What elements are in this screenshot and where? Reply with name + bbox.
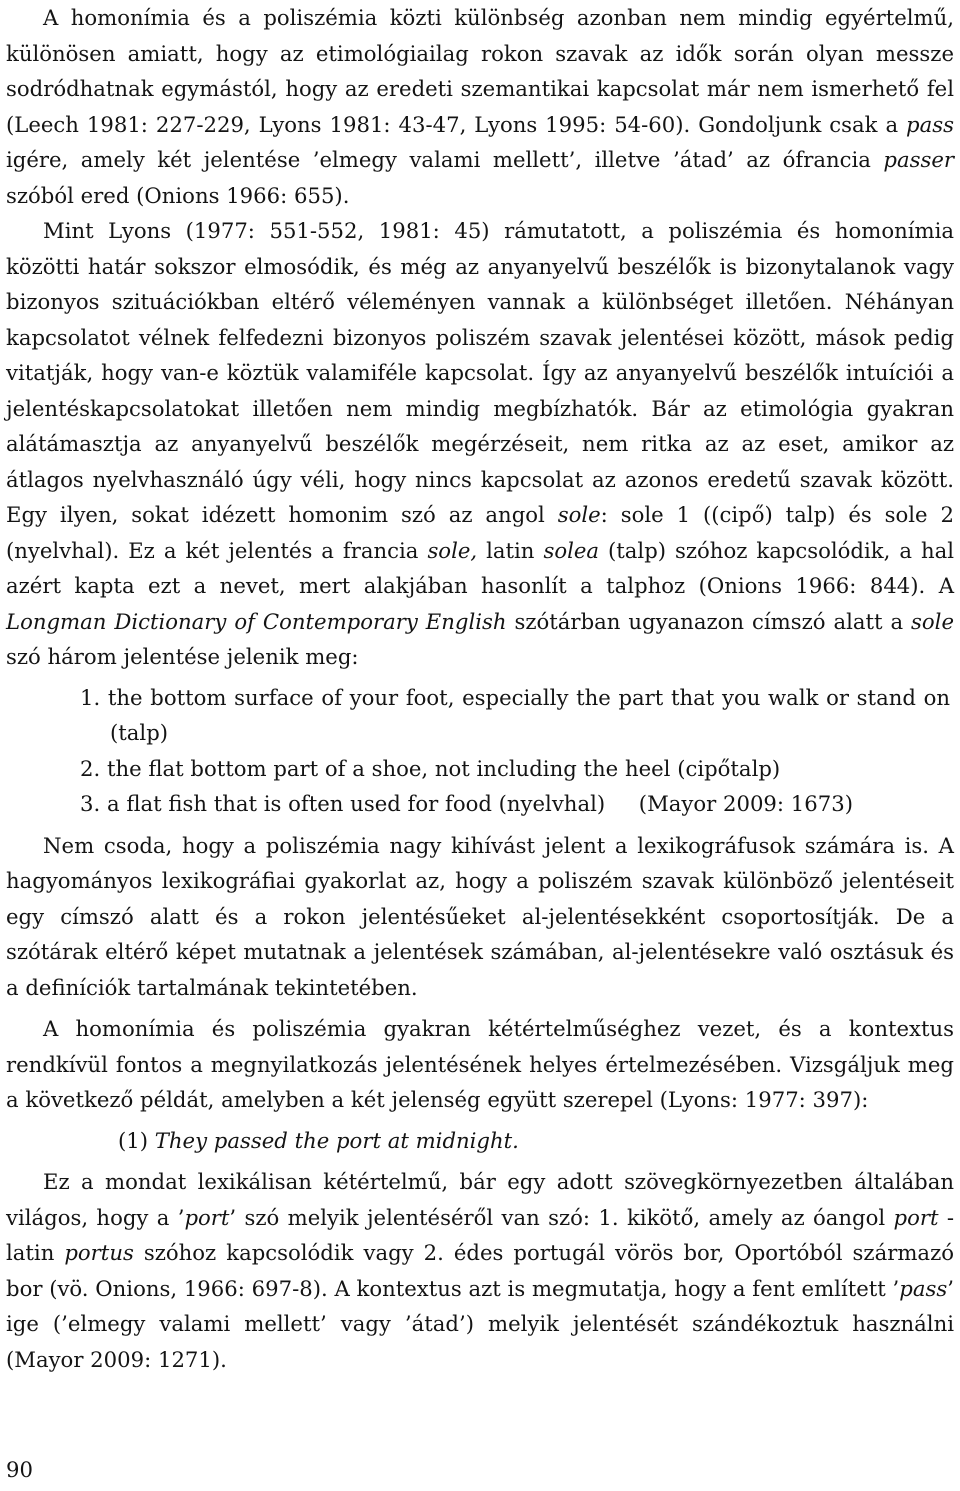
italic-term: portus: [64, 1240, 134, 1265]
definition-list: [6, 680, 954, 822]
italic-term: passer: [883, 147, 954, 172]
paragraph-homonymy-polysemy: A homonímia és a poliszémia közti különbség azonban nem mindig egyértelmű, különösen amiatt, hogy az etimológiailag rokon szavak az idők során olyan messze sodródhatnak egymástól, hogy az eredeti szemantikai kapcsolat már nem ismerhető fel (Leech 1981: 227-229, Lyons 1981: 43-47, Lyons 1995: 54-60). Gondoljunk csak a pass igére, amely két jelentése ’elmegy valami mellett’, illetve ’átad’ az ófrancia passer szóból ered (Onions 1966: 655).: [6, 5, 954, 208]
italic-term: solea: [543, 537, 600, 563]
italic-term: port: [893, 1204, 939, 1230]
dictionary-title: Longman Dictionary of Contemporary English: [6, 608, 507, 634]
italic-term: sole: [557, 502, 601, 527]
paragraph-lexicography: Nem csoda, hogy a poliszémia nagy kihívást jelent a lexikográfusok számára is. A hagyományos lexikográfiai gyakorlat az, hogy a poliszém szavak különböző jelentéseit egy címszó alatt és a rokon jelentésűeket al-jelentésekként csoportosítják. De a szótárak eltérő képet mutatnak a jelentések számában, al-jelentésekre való osztásuk és a definíciók tartalmának tekintetében.: [6, 832, 954, 1000]
list-item: 3. a flat fish that is often used for food (nyelvhal) (Mayor 2009: 1673): [80, 791, 853, 816]
page-body: [6, 0, 954, 1377]
list-item: 2. the flat bottom part of a shoe, not including the heel (cipőtalp): [80, 755, 781, 781]
italic-term: sole: [911, 608, 954, 634]
italic-term: pass: [906, 111, 954, 137]
example-sentence: [6, 1123, 954, 1159]
list-item: 1. the bottom surface of your foot, especially the part that you walk or stand on (talp): [80, 684, 950, 745]
paragraph-lyons: Mint Lyons (1977: 551-552, 1981: 45) rámutatott, a poliszémia és homonímia közötti határ sokszor elmosódik, és még az anyanyelvű beszélők is bizonytalanok vagy bizonyos szituációkban eltérő véleményen vannak a különbséget illetően. Néhányan kapcsolatot vélnek felfedezni bizonyos poliszém szavak jelentései között, mások pedig vitatják, hogy van-e köztük valamiféle kapcsolat. Így az anyanyelvű beszélők intuíciói a jelentéskapcsolatokat illetően nem mindig megbízhatók. Bár az etimológia gyakran alátámasztja az anyanyelvű beszélők megérzéseit, nem ritka az az eset, amikor az átlagos nyelvhasználó úgy véli, hogy nincs kapcsolat az azonos eredetű szavak között. Egy ilyen, sokat idézett homonim szó az angol sole: sole 1 ((cipő) talp) és sole 2 (nyelvhal). Ez a két jelentés a francia sole, latin solea (talp) szóhoz kapcsolódik, a hal azért kapta ezt a nevet, mert alakjában hasonlít a talphoz (Onions 1966: 844). A Longman Dictionary of Contemporary English szótárban ugyanazon címszó alatt a sole szó három jelentése jelenik meg:: [6, 218, 954, 669]
example-text: They passed the port at midnight.: [154, 1127, 519, 1153]
paragraph-port: Ez a mondat lexikálisan kétértelmű, bár egy adott szövegkörnyezetben általában világos, hogy a ’port’ szó melyik jelentéséről van szó: 1. kikötő, amely az óangol port - latin portus szóhoz kapcsolódik vagy 2. édes portugál vörös bor, Oportóból származó bor (vö. Onions, 1966: 697-8). A kontextus azt is megmutatja, hogy a fent említett ’pass’ ige (’elmegy valami mellett’ vagy ’átad’) melyik jelentését szándékoztuk használni (Mayor 2009: 1271).: [6, 1169, 954, 1372]
page-number: 90: [6, 1457, 33, 1482]
italic-term: pass: [899, 1275, 948, 1301]
paragraph-ambiguity: A homonímia és poliszémia gyakran kétértelműséghez vezet, és a kontextus rendkívül fontos a megnyilatkozás jelentésének helyes értelmezésében. Vizsgáljuk meg a következő példát, amelyben a két jelenség együtt szerepel (Lyons: 1977: 397):: [6, 1016, 954, 1112]
italic-term: sole,: [427, 537, 478, 563]
example-number: (1): [118, 1127, 149, 1153]
italic-term: port: [184, 1204, 230, 1230]
